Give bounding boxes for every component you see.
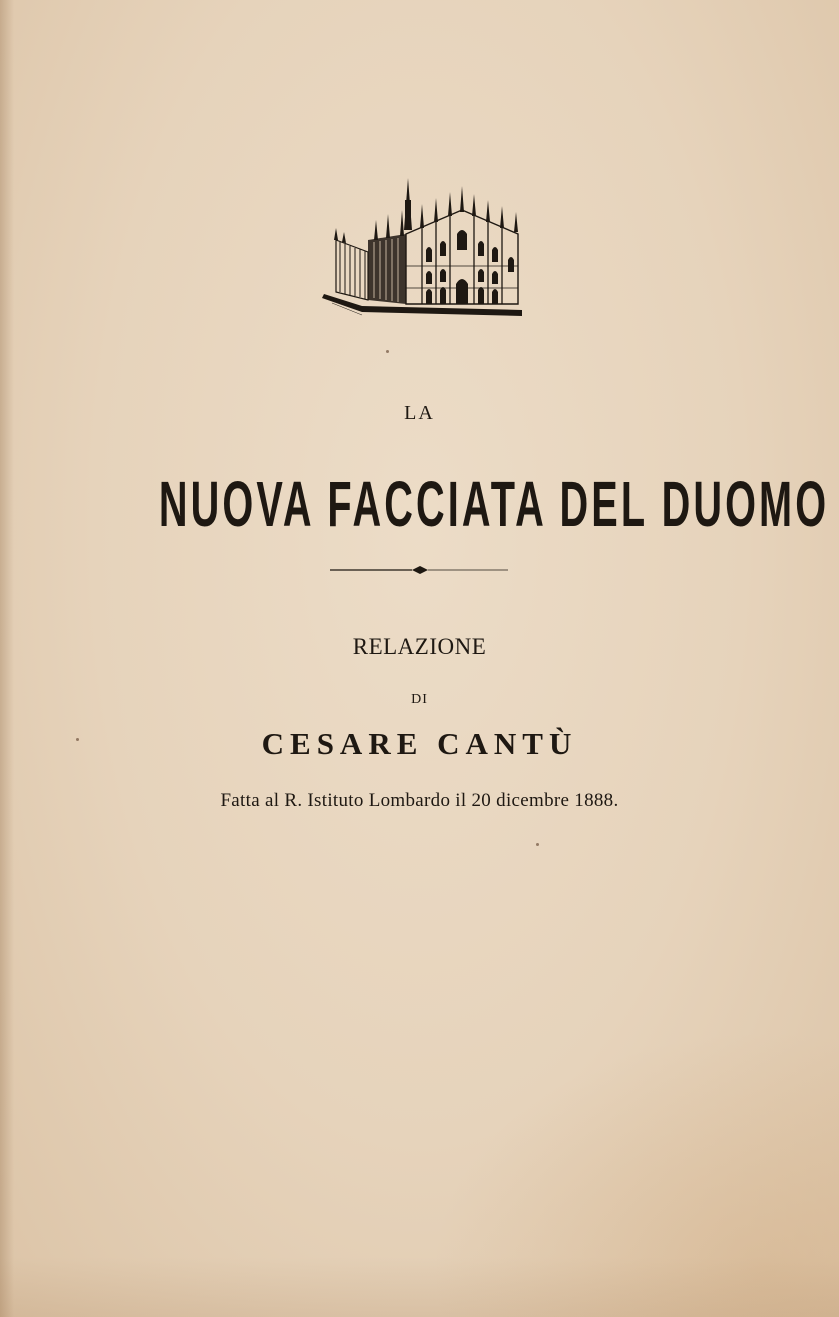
- paper-speck: [76, 738, 79, 741]
- cathedral-illustration: [322, 170, 526, 330]
- page-title: NUOVA FACCIATA DEL DUOMO: [158, 468, 830, 540]
- title-prefix: LA: [404, 402, 435, 424]
- document-type: RELAZIONE: [352, 634, 487, 659]
- paper-stain: [430, 1030, 839, 1317]
- author-name: CESARE CANTÙ: [261, 726, 578, 761]
- ornamental-divider: [328, 562, 510, 578]
- publication-note: Fatta al R. Istituto Lombardo il 20 dicembre 1888.: [220, 790, 619, 811]
- paper-speck: [536, 843, 539, 846]
- author-preposition: DI: [411, 692, 428, 707]
- paper-speck: [386, 350, 389, 353]
